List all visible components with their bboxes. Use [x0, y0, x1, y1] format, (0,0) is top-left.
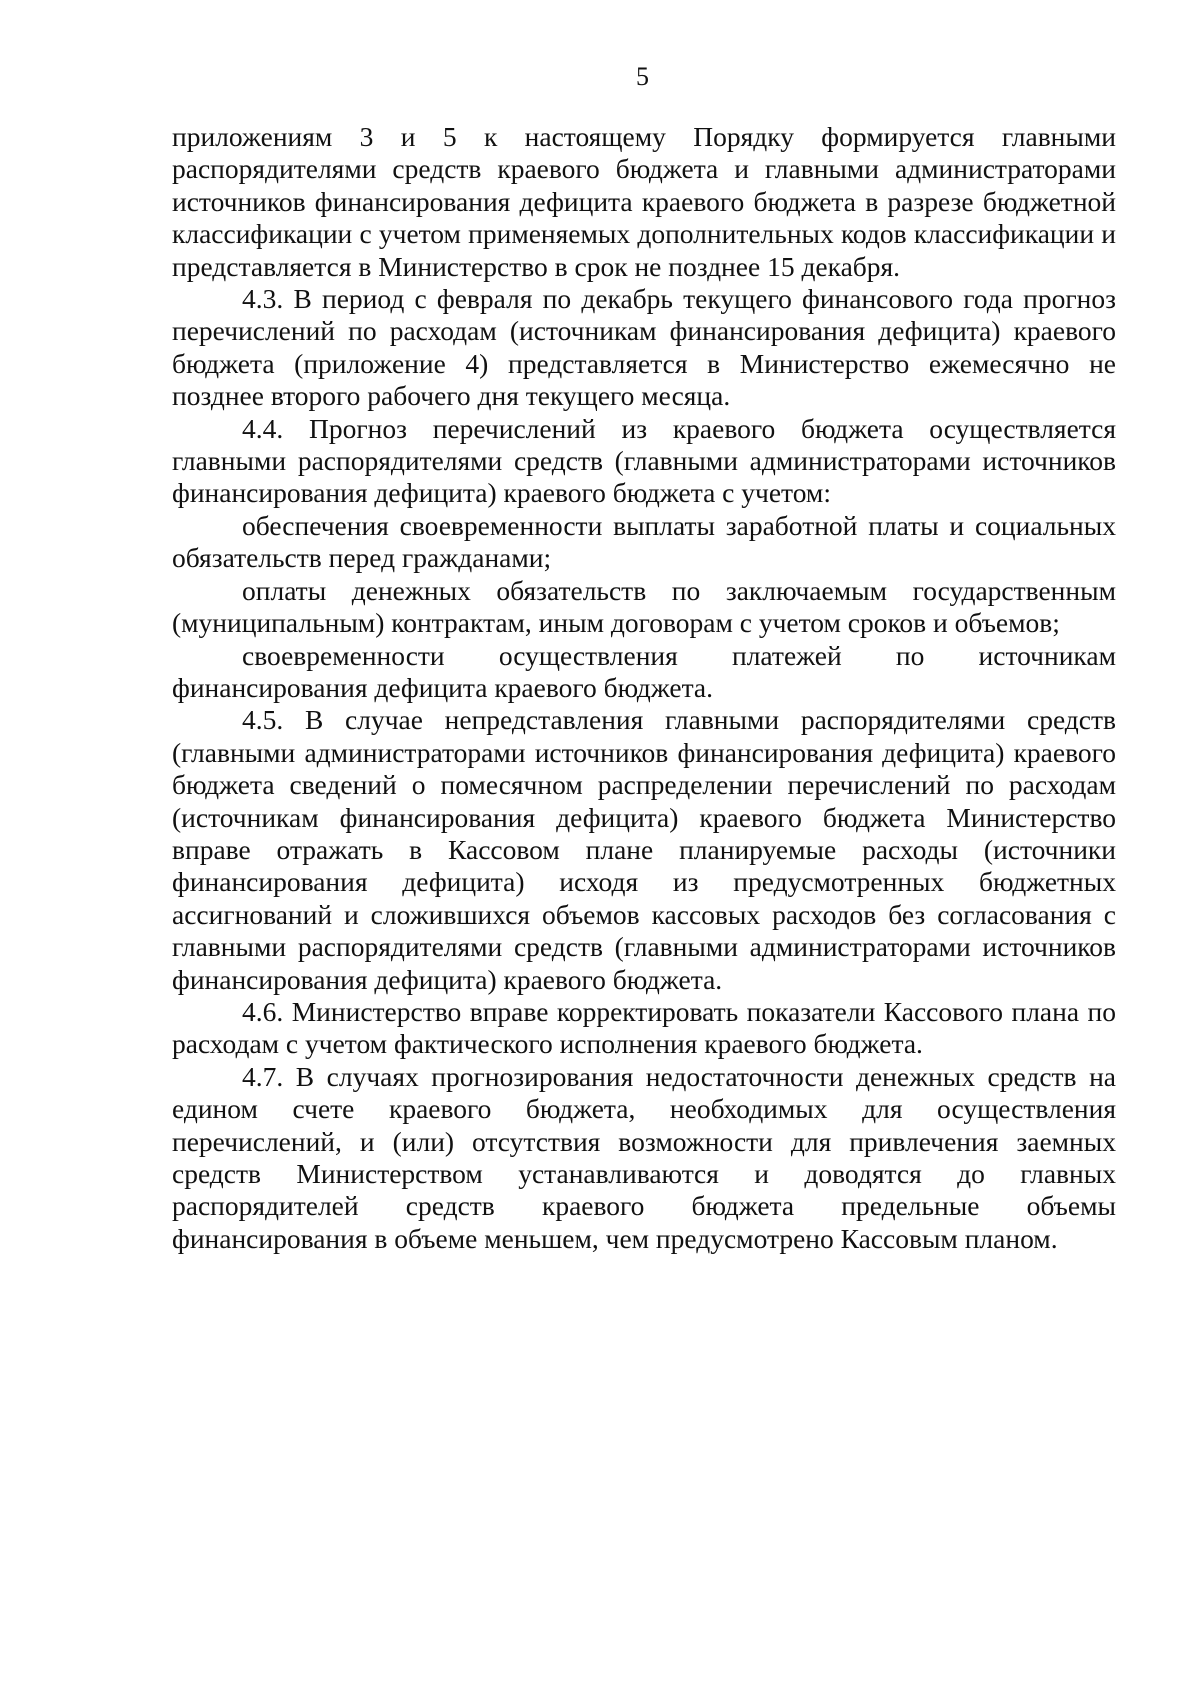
paragraph-4-3: 4.3. В период с февраля по декабрь текущего финансового года прогноз перечислений по расходам (источникам финансирования дефицита) краевого бюджета (приложение 4) представляется в Министерство ежемесячно не позднее второго рабочего дня текущего месяца. [172, 283, 1116, 412]
document-body [172, 121, 1116, 1255]
paragraph-4-4-item-3: своевременности осуществления платежей по источникам финансирования дефицита краевого бюджета. [172, 639, 1116, 703]
paragraph-continuation: приложениям 3 и 5 к настоящему Порядку формируется главными распорядителями средств краевого бюджета и главными администраторами источников финансирования дефицита краевого бюджета в разрезе бюджетной классификации с учетом применяемых дополнительных кодов классификации и представляется в Министерство в срок не позднее 15 декабря. [172, 121, 1116, 282]
paragraph-4-6: 4.6. Министерство вправе корректировать показатели Кассового плана по расходам с учетом фактического исполнения краевого бюджета. [172, 995, 1116, 1060]
paragraph-4-5: 4.5. В случае непредставления главными распорядителями средств (главными администраторами источников финансирования дефицита) краевого бюджета сведений о помесячном распределении перечислений по расходам (источникам финансирования дефицита) краевого бюджета Министерство вправе отражать в Кассовом плане планируемые расходы (источники финансирования дефицита) исходя из предусмотренных бюджетных ассигнований и сложившихся объемов кассовых расходов без согласования с главными распорядителями средств (главными администраторами источников финансирования дефицита) краевого бюджета. [172, 704, 1116, 995]
page-number: 5 [636, 62, 649, 91]
paragraph-4-7: 4.7. В случаях прогнозирования недостаточности денежных средств на едином счете краевого бюджета, необходимых для осуществления перечислений, и (или) отсутствия возможности для привлечения заемных средств Министерством устанавливаются и доводятся до главных распорядителей средств краевого бюджета предельные объемы финансирования в объеме меньшем, чем предусмотрено Кассовым планом. [172, 1060, 1116, 1254]
paragraph-4-4: 4.4. Прогноз перечислений из краевого бюджета осуществляется главными распорядителями средств (главными администраторами источников финансирования дефицита) краевого бюджета с учетом: [172, 412, 1116, 509]
paragraph-4-4-item-1: обеспечения своевременности выплаты заработной платы и социальных обязательств перед гражданами; [172, 509, 1116, 574]
paragraph-4-4-item-2: оплаты денежных обязательств по заключаемым государственным (муниципальным) контрактам, иным договорам с учетом сроков и объемов; [172, 574, 1116, 639]
